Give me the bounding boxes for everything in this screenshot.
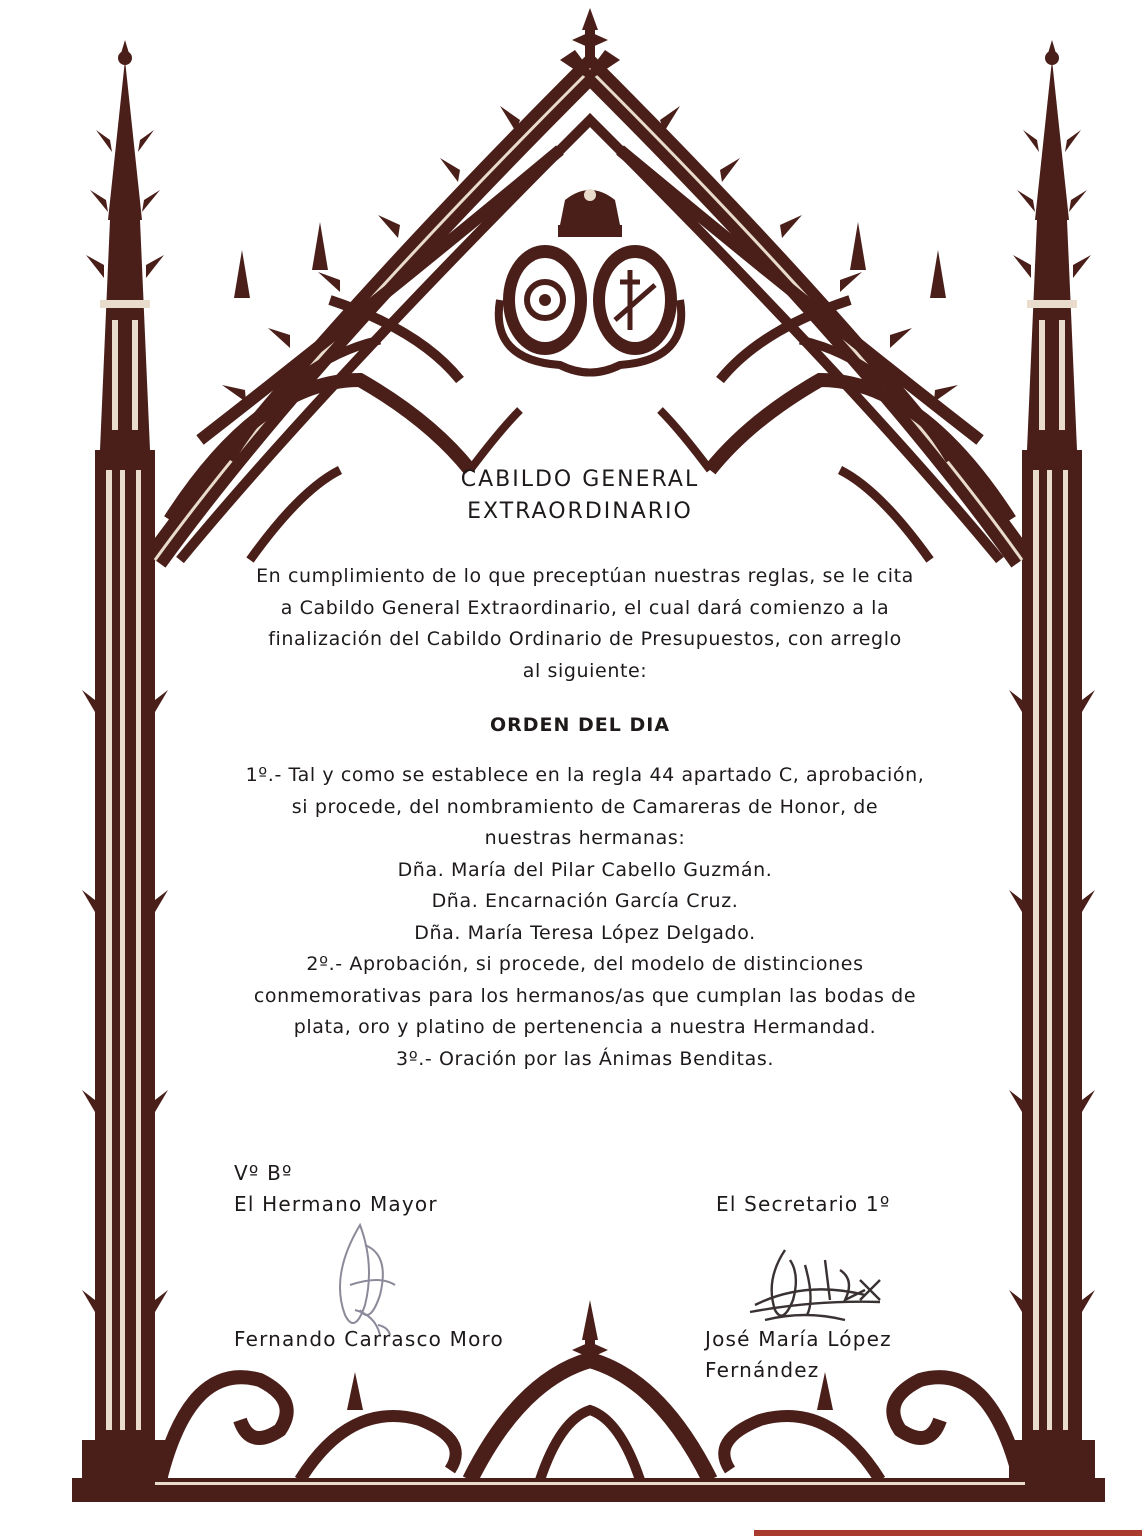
hermano-mayor-label: El Hermano Mayor: [234, 1192, 438, 1216]
secretario-name-line: José María López: [705, 1327, 892, 1351]
brotherhood-crest: [499, 189, 682, 373]
title-line: CABILDO GENERAL: [460, 467, 700, 492]
agenda-items: [185, 760, 985, 1075]
agenda-line: nuestras hermanas:: [484, 827, 686, 849]
left-signature-block: [234, 1158, 438, 1220]
agenda-line: 2º.- Aprobación, si procede, del modelo de distinciones: [306, 953, 864, 975]
vb-label: Vº Bº: [234, 1161, 293, 1185]
left-pillar: [72, 40, 178, 1502]
agenda-line: 3º.- Oración por las Ánimas Benditas.: [396, 1047, 774, 1070]
title-line: EXTRAORDINARIO: [467, 499, 693, 524]
secretario-signature: [745, 1240, 885, 1330]
hermano-mayor-name: Fernando Carrasco Moro: [234, 1327, 504, 1351]
intro-line: En cumplimiento de lo que preceptúan nuestras reglas, se le cita: [256, 565, 914, 587]
agenda-line: Dña. María Teresa López Delgado.: [414, 921, 756, 944]
intro-line: al siguiente:: [522, 659, 648, 682]
secretario-name: [705, 1324, 892, 1386]
right-pillar: [999, 40, 1105, 1502]
agenda-line: plata, oro y platino de pertenencia a nuestra Hermandad.: [293, 1016, 877, 1038]
intro-line: a Cabildo General Extraordinario, el cual dará comienzo a la: [280, 596, 890, 619]
secretario-label: El Secretario 1º: [716, 1192, 891, 1216]
bottom-accent-strip: [754, 1530, 1142, 1536]
agenda-line: Dña. Encarnación García Cruz.: [431, 890, 739, 912]
intro-line: finalización del Cabildo Ordinario de Presupuestos, con arreglo: [268, 628, 902, 650]
agenda-line: si procede, del nombramiento de Camareras de Honor, de: [291, 795, 879, 818]
intro-paragraph: [185, 561, 985, 687]
agenda-line: Dña. María del Pilar Cabello Guzmán.: [397, 858, 773, 881]
document-title: [380, 464, 780, 528]
agenda-line: conmemorativas para los hermanos/as que cumplan las bodas de: [253, 984, 917, 1007]
order-heading: ORDEN DEL DIA: [489, 714, 671, 736]
agenda-line: 1º.- Tal y como se establece en la regla 44 apartado C, aprobación,: [245, 764, 925, 786]
secretario-name-line: Fernández: [705, 1358, 820, 1382]
